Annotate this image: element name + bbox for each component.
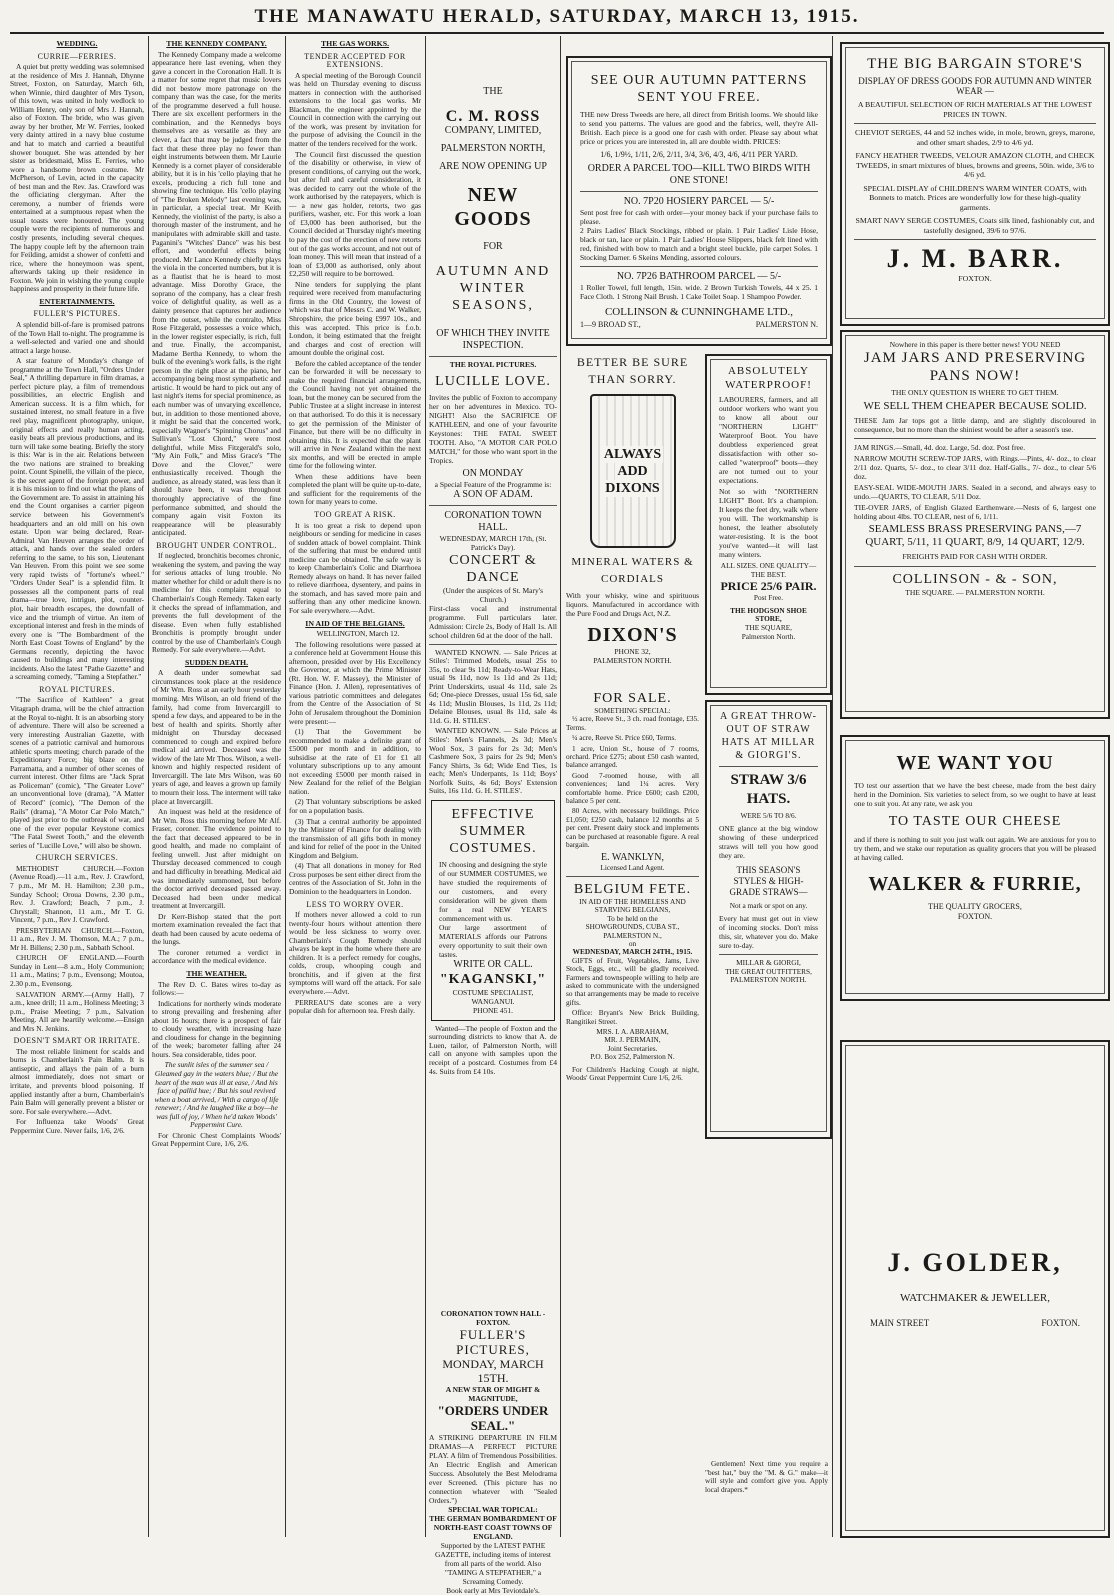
ad-heading: CORONATION TOWN HALL - FOXTON.	[440, 1309, 546, 1327]
ad-text: MRS. I. A. ABRAHAM,	[596, 1027, 669, 1036]
ad-text: TO test our assertion that we have the best cheese, made from the best dairy herd in the Dominion. Six varieties to select from, so we ought to have at least one to suit you. At any rate, we ask you	[854, 781, 1096, 808]
ad-text: DISPLAY OF DRESS GOODS FOR AUTUMN AND WINTER WEAR —	[858, 76, 1092, 96]
ad-text: THE QUALITY GROCERS,	[928, 902, 1022, 911]
article-text: METHODIST CHURCH.—Foxton (Avenue Road).—11 a.m., Rev. J. Crawford, 7 p.m., Mr M. H. Hamilton; 2.30 p.m., Sunday School; Oroua Downs, 2.30 p.m., Rev. J. Crawford; Beach, 7 p.m., J. Chrystall; Shannon, 11 a.m., Mr T. G. Vincent, 7 p.m., Rev J. Crawford.	[10, 863, 144, 925]
ad-text: Not a mark or spot on any.	[729, 900, 808, 910]
ad-text: 1 acre, Union St., house of 7 rooms, orchard. Price £275; about £50 cash wanted, balance arranged.	[566, 743, 699, 770]
ad-name: WALKER & FURRIE,	[868, 873, 1082, 895]
subheading: CHURCH SERVICES.	[35, 853, 119, 863]
ad-text: Office: Bryant's New Brick Building, Rangitikei Street.	[566, 1008, 699, 1026]
ad-text: ARE NOW OPENING UP	[439, 161, 547, 172]
ad-text: A SON OF ADAM.	[453, 488, 533, 500]
ad-text: SHOWGROUNDS, CUBA ST., PALMERSTON N.,	[585, 922, 680, 940]
ad-text: Joint Secretaries.	[607, 1043, 658, 1053]
ad-headline: A GREAT THROW-OUT OF STRAW HATS AT MILLAR & GIORGI'S.	[720, 711, 817, 761]
ad-name: COLLINSON & CUNNINGHAME LTD.,	[604, 306, 794, 318]
ad-name: C. M. ROSS	[445, 108, 541, 125]
price: PRICE 25/6 PAIR.	[720, 579, 817, 594]
jar-text: ALWAYS	[603, 446, 662, 462]
ad-text: Supported by the LATEST PATHE GAZETTE, including items of interest from all parts of the world. Also "TAMING A STEPFATHER," a Screaming Comedy.	[434, 1541, 551, 1586]
ad-text: IN choosing and designing the style of our SUMMER COSTUMES, we have studied the requirements of our customers, and every consideration will be given them for a real NEW YEAR'S commencement with us.	[439, 859, 547, 923]
section-heading: THE KENNEDY COMPANY.	[166, 39, 267, 48]
ad-text: A BEAUTIFUL SELECTION OF RICH MATERIALS AT THE LOWEST PRICES IN TOWN.	[857, 100, 1093, 119]
divider	[854, 566, 1096, 567]
divider	[566, 876, 699, 877]
ad-text: 1 Roller Towel, full length, 15in. wide. 2 Brown Turkish Towels, 44 x 25. 1 Face Cloth. 1 Strong Nail Brush. 1 Cake Toilet Soap. 1 Shampoo Powder.	[580, 283, 818, 301]
ad-headline: FOR SALE.	[593, 691, 672, 706]
ad-text: ALL SIZES. ONE QUALITY—THE BEST.	[720, 561, 817, 579]
ad-text: IN AID OF THE HOMELESS AND STARVING BELGIANS,	[579, 896, 686, 915]
article-text: The coroner returned a verdict in accordance with the medical evidence.	[152, 947, 281, 966]
ad-text: SEAMLESS BRASS PRESERVING PANS,—7 QUART, 5/11, 11 QUART, 8/9, 14 QUART, 12/9.	[865, 523, 1085, 549]
article-text: A star feature of Monday's change of programme at the Town Hall, "Orders Under Seal," A thrilling departure in film dramas, a perfect picture play, a film of tremendous possibilities, an electric English and American success. It is a film which, for sustained interest, no small feature in a five reel play, magnificent photography, unique, original effects and really human acting, easily beats all previous productions, and its turn will take some beating. Briefly the story is this: War is in the air. Relations between the two nations are strained to breaking point. Count Spinelli, the villain of the piece, is the secret agent of the foreign power, and it is his mission to find out what the plans of the Government are. To assist in attaining his end the Count organises a carrier pigeon service between his Government's headquarters and an old mill on his own estate. Upon war being declared, Rear-Admiral Van Heuven arranges the order of attack, and hands over the sealed orders referring to the same, to his son, Lieutenant Van Heuven. From this point we see some very rapid twists of "fortune's wheel." "Orders Under Seal" is a splendid film. It possesses all the component parts of real drama—true love, intrigue, plot, counter-plot, hair breadth escapes, the downfall of vice and the triumph of virtue. An item of exceptional interest and fresh in the minds of every one is "The Bombardment of the North East Coast Towns of England" by the Germans recently, depicting the havoc caused to buildings and many interesting incidents. Also the latest "Pathe Gazette" and a screaming comedy, "Taming a Stepfather."	[10, 356, 144, 682]
ad-text: and if there is nothing to suit you just walk out again. We are anxious for you to try them, and we stake our reputation as quality grocers that you will be pleased at having called.	[854, 835, 1096, 862]
ad-text: Sent post free for cash with order—your money back if your purchase fails to please.	[580, 208, 818, 226]
ad-text: Book early at Mrs Teviotdale's.	[446, 1586, 540, 1595]
ad-text: 2 Pairs Ladies' Black Stockings, ribbed or plain. 1 Pair Ladies' Lisle Hose, black or tan, lace or plain. 1 Pair Ladies' House Slippers, black felt lined with red, finished with bow to match and a bright steel buckle, pile carpet Soles. 1 Stocking Darner. 6 Skeins Mending, assorted colours.	[580, 226, 818, 262]
article-text: (2) That voluntary subscriptions be asked for on a population basis.	[289, 797, 421, 816]
ad-name: J. M. BARR.	[886, 244, 1064, 273]
article-text: An inquest was held at the residence of Mr Wm. Ross this morning before Mr Alf. Fraser, coroner. The evidence pointed to the fact that deceased appeared to be in good health, and made no complaint of feeling unwell. Just after midnight on Thursday deceased commenced to cough and had difficulty in breathing. Medical aid was immediately summoned, but before the doctor arrived deceased passed away. Deceased had been under medical treatment at Invercargill.	[152, 807, 281, 911]
column-rule	[285, 36, 286, 1537]
ad-heading: NO. 7P26 BATHROOM PARCEL — 5/-	[616, 271, 782, 282]
ad-text: FOXTON.	[958, 274, 992, 283]
section-heading: THE WEATHER.	[186, 968, 247, 978]
article-text: CHURCH OF ENGLAND.—Fourth Sunday in Lent—8 a.m., Holy Communion; 11 a.m., Matins; 7 p.m., Evensong; Moutoa, 2.30 p.m., Evensong.	[10, 953, 144, 988]
ad-name: "KAGANSKI,"	[439, 971, 547, 987]
barr-ad	[840, 42, 1110, 326]
ad-heading: NO. 7P20 HOSIERY PARCEL — 5/-	[623, 196, 775, 207]
article-text: When these additions have been completed the plant will be quite up-to-date, and sufficient for the requirements of the town for many years to come.	[289, 471, 421, 507]
ad-text: ONE glance at the big window showing of these underpriced straws will tell you how good they are.	[719, 823, 818, 860]
divider	[719, 954, 818, 955]
kaganski-ad	[431, 800, 555, 1021]
fullers-pictures-ad	[429, 1309, 557, 1595]
article-text: (3) That a central authority be appointed by the Minister of Finance for dealing with the transmission of all gifts both in money and kind for relief of the poor in the United Kingdom and Belgium.	[289, 816, 421, 860]
divider	[580, 266, 818, 267]
ross-ad	[429, 86, 557, 352]
ad-text: MR. J. PERMAIN,	[604, 1035, 661, 1045]
article-text: For Chronic Chest Complaints Woods' Great Peppermint Cure, 1/6, 2/6.	[152, 1130, 281, 1149]
ad-text: THE	[483, 86, 503, 97]
article-text: A death under somewhat sad circumstances took place at the residence of Mr Wm. Ross at an early hour yesterday morning. Mrs Wilson, an old friend of the family, had come from Invercargill to spend a few days, and appeared to be in the best of health and spirits. Shortly after midnight on Thursday deceased commenced to cough and expired before medical aid arrived. Deceased was the widow of the late Mr Thos. Wilson, a well-known and highly respected resident of Invercargill. The late Mrs Wilson, was 60 years of age, and leaves a grown up family to mourn their loss. The interment will take place at Invercargill.	[152, 668, 281, 806]
ad-text: Our large assortment of MATERIALS affords our Patrons every opportunity to suit their own tastes.	[439, 922, 547, 959]
ad-text: MAIN STREET	[870, 1318, 930, 1328]
ad-text: WE SELL THEM CHEAPER BECAUSE SOLID.	[863, 400, 1087, 413]
column-rule	[560, 36, 561, 1537]
divider	[854, 123, 1096, 124]
article-text: Before the cabled acceptance of the tender can be forwarded it will be necessary to make the required financial arrangements, the Council having not yet obtained the loan, but the money can be secured from the Public Trustee at a slight increase in interest on that authorised. To do this it is necessary to get the permission of the Minister of Finance, but there will be no difficulty in obtaining this. It is expected that the plant will arrive in New Zealand within the next six months, and will be erected in ample time for the following winter.	[289, 358, 421, 471]
divider	[719, 766, 818, 767]
ad-name: THE HODGSON SHOE STORE,	[730, 605, 807, 624]
article-text: (1) That the Government be recommended to make a definite grant of £5000 per month and in addition, to subsidise at the rate of £1 for £1 all voluntary subscriptions up to any amount not exceeding £5000 per month raised in New Zealand for the relief of the Belgian nation.	[289, 727, 421, 796]
ad-text: SMART NAVY SERGE COSTUMES, Coats silk lined, fashionably cut, and tastefully designed, 39/6 to 97/6.	[855, 216, 1095, 235]
ad-headline: WE WANT YOU	[896, 752, 1054, 774]
article-text: A special meeting of the Borough Council was held on Thursday evening to discuss matters in connection with the authorised extensions to the local gas works. Mr Blackman, the engineer appointed by the Council in connection with the carrying out of the work, was present by invitation for the purpose of advising the Council in the matter of the tenders received for the work.	[289, 70, 421, 149]
section-heading: IN AID OF THE BELGIANS.	[305, 618, 405, 628]
ad-text: WATCHMAKER & JEWELLER,	[899, 1292, 1050, 1304]
ad-text: JAM RINGS.—Small, 4d. doz. Large, 5d. doz. Post free.	[854, 443, 1026, 453]
divider	[854, 239, 1096, 240]
ad-text: THESE Jam Jar tops got a little damp, and are slightly discoloured in consequence, but no more than the shiniest would be after a season's use.	[854, 416, 1096, 435]
ad-text: FOXTON.	[957, 911, 993, 921]
subheading: TENDER ACCEPTED FOR EXTENSIONS.	[304, 51, 406, 70]
ad-name: DIXON'S	[587, 624, 678, 646]
dateline: WELLINGTON, March 12.	[316, 629, 400, 639]
ad-headline: BELGIUM FETE.	[573, 881, 692, 897]
ad-headline: "ORDERS UNDER SEAL."	[437, 1403, 549, 1433]
article-text: PRESBYTERIAN CHURCH.—Foxton, 11 a.m., Rev J. M. Thomson, M.A.; 7 p.m., Mr H. Billens; 2.30 p.m., Sabbath School.	[10, 925, 144, 952]
ad-text: FOR	[483, 241, 503, 252]
ad-text: WEDNESDAY, MARCH 17th, (St. Patrick's Day).	[439, 533, 547, 552]
article-text: If mothers never allowed a cold to run twenty-four hours without attention there would be less sickness to worry over. Chamberlain's Cough Remedy should always be kept in the home where there are children. It is a perfect remedy for coughs, colds, croup, whooping cough and bronchitis, and if given at the first symptoms will ward off the attack. For sale everywhere.—Advt.	[289, 910, 421, 996]
ad-text: THE SQUARE. — PALMERSTON NORTH.	[905, 587, 1045, 597]
ad-text: SOMETHING SPECIAL:	[594, 706, 671, 715]
divider	[580, 191, 818, 192]
subheading: ROYAL PICTURES.	[39, 684, 115, 694]
ad-text: Gentlemen! Next time you require a "best hat," buy the "M. & G." make—it will style and comfort give you. Apply local drapers.*	[705, 1459, 828, 1494]
ad-text: A STRIKING DEPARTURE IN FILM DRAMAS—A PERFECT PICTURE PLAY. A film of Tremendous Possibilities. An Electric English and American Success. Absolutely the Best Melodrama ever Screened. (This picture has no connection whatever with "Sealed Orders.")	[429, 1433, 557, 1505]
ad-text: PHONE 451.	[472, 1005, 513, 1015]
ad-headline: ABSOLUTELY WATERPROOF!	[725, 365, 812, 391]
ad-headline: BETTER BE SURE THAN SORRY.	[576, 355, 689, 386]
ad-name: J. GOLDER,	[887, 1248, 1063, 1277]
ad-name: COLLINSON - & - SON,	[892, 571, 1058, 587]
ad-text: First-class vocal and instrumental programme. Full particulars later. Admission: Circle 2s, Body of Hall 1s. All school children 6d at the door of the hall.	[429, 603, 557, 640]
subheading: LESS TO WORRY OVER.	[306, 899, 404, 909]
walker-furrie-ad	[840, 735, 1110, 1001]
ad-text: EASY-SEAL WIDE-MOUTH JARS. Sealed in a second, and always easy to undo.—QUARTS, TO CLEAR, 5/11 Doz.	[854, 483, 1096, 502]
ad-text: SPECIAL WAR TOPICAL:	[448, 1505, 538, 1514]
ad-text: Post Free.	[753, 593, 784, 603]
ad-text: WEDNESDAY, MARCH 24TH., 1915.	[572, 947, 693, 957]
ad-text: PALMERSTON NORTH.	[593, 656, 672, 665]
ad-name: MILLAR & GIORGI,	[736, 958, 801, 968]
ad-text: PALMERSTON N.	[755, 320, 818, 329]
ad-text: Nowhere in this paper is there better news! YOU NEED	[889, 340, 1061, 349]
price: STRAW 3/6 HATS.	[730, 772, 807, 807]
ad-headline: JAM JARS AND PRESERVING PANS NOW!	[863, 350, 1087, 385]
ad-text: WERE 5/6 TO 8/6.	[740, 811, 797, 820]
article-text: The most reliable liniment for scalds and burns is Chamberlain's Pain Balm. It is antiseptic, and allays the pain of a burn almost immediately, does not smart or irritate, and prevents blood poisoning. If applied instantly after a burn, Chamberlain's Pain Balm will generally prevent a blister or sore. For sale everywhere.—Advt.	[10, 1046, 144, 1116]
subheading: TOO GREAT A RISK.	[314, 509, 396, 519]
ad-headline: CONCERT & DANCE	[449, 552, 537, 585]
ad-headline: EFFECTIVE SUMMER COSTUMES.	[449, 806, 537, 856]
ad-text: THE GREAT OUTFITTERS,	[725, 966, 812, 976]
article-text: SALVATION ARMY.—(Army Hall), 7 a.m., knee drill; 11 a.m., Holiness Meeting; 3 p.m., Praise Meeting; 7 p.m., Salvation Meeting. All are heartily welcome.—Ensign and Mrs N. Jenkins.	[10, 989, 144, 1033]
jar-text: DIXONS	[605, 480, 660, 496]
ad-text: Not so with "NORTHERN LIGHT" Boot. It's a champion. It keeps the feet dry, walk where you will. The workmanship is honest, the leather absolutely water-resisting. It is the boot you've wanted—it will last many winters.	[719, 487, 818, 559]
ad-text: P.O. Box 252, Palmerston N.	[590, 1052, 675, 1062]
ad-headline: MINERAL WATERS & CORDIALS	[571, 556, 694, 585]
article-text: The following resolutions were passed at a conference held at Government House this afternoon, presided over by His Excellency the Governor, at which the Prime Minister (Rt. Hon. W. F. Massey), the Minister of Finance (Hon. J. Allen), representatives of various patriotic committees and delegates from the Centre of the Association of St John of Jerusalem throughout the Dominion were present:—	[289, 639, 421, 726]
ad-text: COSTUME SPECIALIST, WANGANUI.	[452, 987, 534, 1006]
ad-text: ORDER A PARCEL TOO—KILL TWO BIRDS WITH ONE STONE!	[587, 163, 811, 186]
article-text: (4) That all donations in money for Red Cross purposes be sent either direct from the centres of the Association of St. John in the Dominion to the headquarters in London.	[289, 861, 421, 896]
gentlemen-notice	[705, 1460, 828, 1537]
ad-text: SPECIAL DISPLAY of CHILDREN'S WARM WINTER COATS, with Bonnets to match. Prices are wonderfully low for these high-quality garments.	[863, 183, 1087, 212]
ad-heading: CORONATION TOWN HALL.	[444, 509, 542, 533]
ad-text: NARROW MOUTH SCREW-TOP JARS, with Rings.—Pints, 4/- doz., to clear 2/11 doz. Quarts, 5/- doz., to clear 3/11 doz. Half-Galls., 7/- doz., to clear 5/6 doz.	[854, 454, 1096, 482]
ad-headline: FULLER'S PICTURES,	[456, 1327, 530, 1357]
classified: Wanted—The people of Foxton and the surrounding districts to know that A. de Luen, tailor, of Palmerston North, will call on anyone with samples upon the receipt of a postcard. Costumes from £4 4s. Suits from £4 10s.	[429, 1023, 557, 1076]
ad-text: 1—9 BROAD ST.,	[580, 320, 641, 329]
ad-headline: LUCILLE LOVE.	[435, 373, 551, 389]
ad-name: E. WANKLYN,	[601, 851, 664, 863]
ad-text: THIS SEASON'S STYLES & HIGH-GRADE STRAWS—	[729, 864, 808, 897]
ad-headline: THE BIG BARGAIN STORE'S	[867, 56, 1083, 72]
millar-giorgi-ad	[705, 700, 832, 1139]
coronation-concert-ad	[429, 510, 557, 640]
collinson-son-ad	[840, 330, 1110, 719]
article-text: PERREAU'S date scones are a very popular dish for afternoon tea. Fresh daily.	[289, 997, 421, 1016]
ad-text: For Children's Hacking Cough at night, Woods' Great Peppermint Cure 1/6, 2/6.	[566, 1064, 699, 1083]
ad-text: THE SQUARE,	[744, 622, 793, 632]
article-text: The Rev D. C. Bates wires to-day as follows:—	[152, 979, 281, 998]
classified: WANTED KNOWN. — Sale Prices at Stiles': Men's Flannels, 2s 3d; Men's Wool Sox, 3 pairs for 2s 3d; Men's Cashmere Sox, 3 pairs for 2s 9d; Men's Fancy Shirts, 3s 6d; Wide End Ties, 1s each; Men's Underpants, 1s 11d; Boys' Norfolk Suits, 4s 6d; Boys' Extension Suits, 16s 11d. G. H. STILES'.	[429, 726, 557, 796]
ad-text: FREIGHTS PAID FOR CASH WITH ORDER.	[902, 552, 1048, 562]
column-rule	[832, 36, 833, 1537]
article-text: The Council first discussed the question of the disability or otherwise, in view of present conditions, of carrying out the work, but after full and careful consideration, it was decided to carry out the whole of the work authorised by the ratepayers, which is — a new gas holder, retorts, two gas purifiers, washer, etc. For this work a loan of £3,000 has been authorised, but the Council decided at Thursday night's meeting to pay the cost of the erection of new retorts out of the gas works account, and not out of loan money. This will mean that instead of a loan of £3,000 as authorised, only about £2,250 will require to be borrowed.	[289, 149, 421, 279]
column-2	[152, 36, 281, 1537]
ad-text: WRITE OR CALL.	[453, 958, 533, 970]
ad-text: CHEVIOT SERGES, 44 and 52 inches wide, in mole, brown, greys, marone, and other smart shades, 2/9 to 4/6 yd.	[854, 128, 1095, 147]
ad-text: Invites the public of Foxton to accompany her on her adventures in Mexico. TO-NIGHT! Also the SACRIFICE OF KATHLEEN, and one of your favourite Keystones: THE FATAL SWEET TOOTH. Also, "A MOTOR CAR POLO MATCH," for those who want sport in the Tropics.	[429, 392, 557, 465]
divider	[429, 505, 557, 506]
subheading: BROUGHT UNDER CONTROL.	[156, 540, 277, 550]
article-text: A quiet but pretty wedding was solemnised at the residence of Mrs J. Hannah, Dhynne Street, Foxton, on Saturday, March 6th, when Winnie, third daughter of Mrs Tyson, of this town, was united in holy wedlock to William Henry, only son of Mrs J. Hannah, also of Foxton. The bride, who was given away by her brother, Mr W. Ferries, looked very dainty attired in a navy blue costume and hat to match and carried a beautiful shower bouquet. She was attended by her sister as bridesmaid, Miss E. Ferries, who wore a handsome brown costume. Mr McPherson, of Levin, acted in the capacity of best man and the Rev. Jas. Crawford was the officiating clergyman. After the ceremony, a number of friends were entertained at a sumptuous repast when the usual toasts were honoured. The young couple were the recipients of numerous and costly presents, including several cheques. The happy couple left by the afternoon train for Feilding, amidst a shower of confetti and rice, where the honeymoon was spent, afterwards taking up their residence in Foxton. We join in wishing the young couple happiness and prosperity in their future life.	[10, 62, 144, 294]
ad-text: on	[628, 938, 637, 948]
ad-text: A NEW STAR OF MIGHT & MAGNITUDE,	[445, 1385, 541, 1403]
subheading: DOESN'T SMART OR IRRITATE.	[13, 1036, 141, 1046]
classified: WANTED KNOWN. — Sale Prices at Stiles': Trimmed Models, usual 25s to 35s, to clear 9s 11d; Ready-to-Wear Hats, usual 9s 11d, now 1s 11d and 2s 11d; Print Underskirts, usual 4s 11d, sale 2s 6d; One-piece Dresses, usual 15s 6d, sale 4s 11d; Muslin Blouses, 1s 11d, 2s 11d; Delaine Blouses, usual 8s 11d, sale 4s 11d. G. H. STILES'.	[429, 647, 557, 725]
ad-text: 1/6, 1/9½, 1/11, 2/6, 2/11, 3/4, 3/6, 4/3, 4/6, 4/11 PER YARD.	[600, 150, 798, 159]
article-text: "The Sacrifice of Kathleen" a great Vitagraph drama, will be the chief attraction at the Royal to-night. It is an absorbing story of adventure. There will also be screened a very interesting Australian Gazette, with scenes of a patriotic carnival and humorous athletic sports meeting; church parade of the Expeditionary Force; big blaze on the Parramatta, and a number of other scenes of current interest. Other films are "Jack Sprat as Policeman" (comic), "The Greater Love" an unconventional love (drama), "A Matter of Record" (comic), "The Demon of the Rails" (drama), "A Motor Car Polo Match," played just prior to the outbreak of war, and one of the ever popular Keystone comics "The Fatal Sweet Tooth," and the eleventh series of "Lucille Love," will also be shown.	[10, 695, 144, 850]
ad-text: GIFTS of Fruit, Vegetables, Jams, Live Stock, Eggs, etc., will be gladly received. Farmers and townspeople willing to help are asked to communicate with the undersigned so that arrangements may be made to receive gifts.	[566, 955, 699, 1007]
ad-text: FOXTON.	[1041, 1318, 1080, 1328]
article-text: It is too great a risk to depend upon neighbours or sending for medicine in cases of sudden attack of bowel complaint. Think of the suffering that must be endured until medicine can be obtained. The safe way is to keep Chamberlain's Colic and Diarrhoea Remedy always on hand. It has never failed to relieve diarrhoea, dysentery, and pains in the stomach, and has saved more pain and suffering than any other medicine known. For sale everywhere.—Advt.	[289, 520, 421, 615]
article-text: The Kennedy Company made a welcome appearance here last evening, when they gave a concert in the Coronation Hall. It is a matter for some regret that music lovers did not bestow more patronage on the company than was the case, for the merits of the programme deserved a full house. There are six excellent performers in the combination, and the Kennedys boys themselves are as versatile as they are clever, a fact that may be judged from the fact that these three play no fewer than eight instruments between them. Mr Laurie Kennedy is a cornet player of considerable ability, but it is in his 'cello playing that he excels, producing a rich full tone and showing fine technique. His 'cello playing of "The Broken Melody" last evening was, in particular, a special treat. Mr Keith Kennedy, the violinist of the party, is also a thorough master of the instrument, and he manipulates with admirable skill and taste. Paganini's "Witches' Dance" was his best effort, and wonderful effects being produced. Mr Lance Kennedy chiefly plays the viola in the concerted numbers, but it is as a flautist that he is heard to most advantage. Miss Dorothy Grace, the soprano of the company, has a clear fresh voice of delightful quality, as well as a dainty presence that captures her audience from the outset, while the contralto, Miss Rose Fitzgerald, possesses a voice which, in the lower register especially, is rich, full and true. Finally, the accompanist, Madame Bertha Kennedy, to whom the bulk of the evening's work falls, is the right person in the right place at the piano, her accompanying being most sympathetic and artistic. It would be hard to pick out any of last night's items for special prominence, as each number was of unvarying excellence, but, in addition to those mentioned above, it might be said that the concerted work, especially Wagner's "Spinning Chorus" and Sullivan's "Lost Chord," were most delightful, while Miss Fitzgerald's solo, "My Ain Folk," and Miss Grace's "The Dove and the Clover," were enthusiastically received. Though the audience, as already stated, was less than it should have been, it was throughout thoroughly appreciative of the fine performance submitted, and should the company again visit Foxton its reappearance will be pleasurably anticipated.	[152, 49, 281, 538]
divider	[854, 438, 1096, 439]
ad-text: Licensed Land Agent.	[600, 862, 665, 872]
article-text: Nine tenders for supplying the plant required were received from manufacturing firms in the Old Country, the lowest of which was that of Messrs C. and W. Walker, Shropshire, the price being £997 10s., and this was accepted. This price is f.o.b. London, it being estimated that the freight and charges and cost of erection will amount double the original cost.	[289, 279, 421, 358]
section-heading: ENTERTAINMENTS.	[39, 296, 115, 306]
subheading: FULLER'S PICTURES.	[33, 309, 121, 319]
ad-text: With your whisky, wine and spirituous liquors. Manufactured in accordance with the Pure Food and Drugs Act, N.Z.	[566, 591, 699, 618]
ad-text: THE new Dress Tweeds are here, all direct from British looms. We should like to send you patterns. The values are good and the fabrics, well, they're All-British. Each piece is a good one for cash with order. Please say about what price or prices you are interested in, all are double width. PRICES:	[580, 110, 818, 146]
ad-text: a Special Feature of the Programme is:	[434, 479, 552, 489]
article-text: Dr Kerr-Bishop stated that the port mortem examination revealed the fact that death had been caused by acute oedema of the lungs.	[152, 911, 281, 947]
ad-text: TIE-OVER JARS, of English Glazed Earthenware.—Nests of 6, largest one holding about 4lbs. TO CLEAR, nest of 6, 1/11.	[854, 503, 1096, 522]
column-1	[10, 36, 144, 1537]
article-text: Indications for northerly winds moderate to strong prevailing and freshening after about 16 hours; there is a prospect of fair to cloudy weather, with increasing haze and cloudiness for change in the beginning of the week; barometer falling after 24 hours. Sea considerable, tides poor.	[152, 998, 281, 1059]
ad-text: Every hat must get out in view of incoming stocks. Don't miss this, sir, whatever you do. Make sure to-day.	[719, 914, 818, 951]
ad-text: LABOURERS, farmers, and all outdoor workers who want you to know all about our "NORTHERN LIGHT" Waterproof Boot. You have doubtless experienced great dissatisfaction with other so-called "waterproof" boots—they are not turned out to your expectations.	[719, 395, 818, 485]
ad-headline: NEW GOODS	[454, 184, 532, 230]
column-rule	[425, 36, 426, 1537]
ad-text: FANCY HEATHER TWEEDS, VELOUR AMAZON CLOTH, and CHECK TWEEDS, in smart mixtures of blues, browns and greens, 50in. wide, 3/6 to 4/6 yd.	[855, 151, 1095, 179]
article-text: If neglected, bronchitis becomes chronic, weakening the system, and paving the way for serious attacks of lung trouble. No matter whether for child or adult there is no medicine for this complaint equal to Chamberlain's Cough Remedy. Taken early it checks the spread of inflammation, and prevents the full development of the disease. Even when fully established Bronchitis is promptly brought under control by the use of Chamberlain's Cough Remedy. For sale everywhere.—Advt.	[152, 551, 281, 655]
ad-headline: SEE OUR AUTUMN PATTERNS SENT YOU FREE.	[590, 73, 808, 105]
jar-icon	[590, 394, 676, 548]
ad-headline: TO TASTE OUR CHEESE	[888, 814, 1062, 829]
column-5-lower	[566, 690, 699, 1537]
hodgson-shoe-ad	[705, 354, 832, 695]
collinson-cunninghame-ad	[566, 56, 832, 346]
ad-text: (Under the auspices of St. Mary's Church.)	[442, 585, 544, 604]
column-rule	[148, 36, 149, 1537]
article-text: For Influenza take Woods' Great Peppermint Cure. Never fails, 1/6, 2/6.	[10, 1117, 144, 1135]
ad-text: PALMERSTON NORTH.	[730, 975, 807, 985]
divider	[429, 644, 557, 645]
ad-text: ¼ acre, Reeve St. Price £60, Terms.	[572, 733, 677, 743]
section-heading: THE GAS WORKS.	[320, 39, 390, 48]
ad-text: PALMERSTON NORTH,	[440, 143, 546, 154]
divider	[429, 356, 557, 357]
royal-pictures-ad	[429, 361, 557, 501]
ad-text: ON MONDAY	[462, 467, 524, 479]
ad-heading: THE ROYAL PICTURES.	[449, 360, 537, 369]
dixons-ad	[566, 354, 699, 679]
ad-headline: MONDAY, MARCH 15TH.	[442, 1357, 544, 1385]
ad-text: NORTH-EAST COAST TOWNS OF ENGLAND.	[433, 1523, 553, 1541]
column-3	[289, 36, 421, 1537]
poem: The sunlit isles of the summer sea / Gleamed gay in the waters blue; / But the heart of the man was ill at ease, / And his face of pallid hue; / But his soul revived when a boat arrived, / With a cargo of life renewer; / And he laughed like a boy—he was full of joy, / When he'd taken Woods' Peppermint Cure.	[154, 1060, 279, 1130]
golder-ad	[840, 1040, 1110, 1538]
section-heading: WEDDING.	[56, 39, 98, 48]
ad-text: Good 7-roomed house, with all conveniences; land 1¼ acres. Very comfortable home. Price £600; cash £200, balance 5 per cent.	[566, 770, 699, 806]
subheading: CURRIE—FERRIES.	[37, 51, 117, 61]
section-heading: SUDDEN DEATH.	[184, 657, 249, 667]
ad-text: Palmerston North.	[741, 631, 796, 641]
ad-text: COMPANY, LIMITED,	[444, 125, 542, 136]
ad-text: ½ acre, Reeve St., 3 ch. road frontage, £35. Terms.	[566, 714, 699, 732]
ad-headline: AUTUMN AND WINTER SEASONS,	[435, 264, 551, 313]
jar-text: ADD	[617, 463, 648, 479]
ad-text: PHONE 32,	[614, 647, 651, 656]
ad-text: OF WHICH THEY INVITE INSPECTION.	[436, 328, 550, 351]
article-text: A splendid bill-of-fare is promised patrons of the Town Hall to-night. The programme is a well-selected and varied one and should attract a large house.	[10, 319, 144, 355]
ad-text: THE GERMAN BOMBARDMENT OF	[429, 1514, 557, 1523]
ad-text: To be held on the	[607, 913, 658, 923]
ad-text: 80 Acres, with necessary buildings. Price £1,050; £250 cash, balance 12 months at 5 per cent. Present dairy stock and implements can be purchased at reasonable figure. A real bargain.	[566, 806, 699, 850]
ad-text: THE ONLY QUESTION IS WHERE TO GET THEM.	[891, 388, 1059, 398]
masthead: THE MANAWATU HERALD, SATURDAY, MARCH 13, 1915.	[10, 6, 1104, 34]
